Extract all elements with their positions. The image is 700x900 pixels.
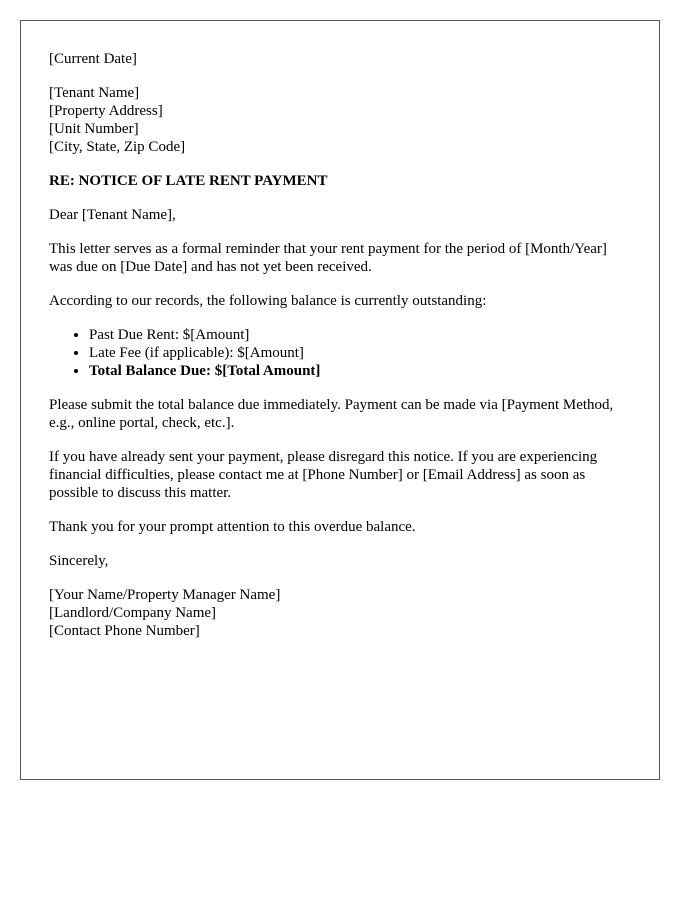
balance-item-past-due-rent: • Past Due Rent: $[Amount]: [89, 326, 631, 344]
recipient-city-state-zip: [City, State, Zip Code]: [49, 139, 186, 155]
balance-item-total: • Total Balance Due: $[Total Amount]: [89, 362, 631, 380]
signature-company: [Landlord/Company Name]: [49, 605, 217, 621]
signature-phone: [Contact Phone Number]: [49, 623, 200, 639]
balance-list: [49, 326, 631, 380]
letter-closing: Sincerely,: [49, 553, 109, 569]
letter-paragraph-thanks: Thank you for your prompt attention to this overdue balance.: [49, 519, 416, 535]
recipient-name: [Tenant Name]: [49, 85, 140, 101]
letter-paragraph-reminder: This letter serves as a formal reminder that your rent payment for the period of [Month/Year] was due on [Due Date] and has not yet been received.: [49, 241, 607, 275]
letter-document: [20, 20, 660, 780]
letter-subject: RE: NOTICE OF LATE RENT PAYMENT: [49, 173, 328, 189]
signature-name: [Your Name/Property Manager Name]: [49, 587, 281, 603]
letter-paragraph-balance-intro: According to our records, the following balance is currently outstanding:: [49, 293, 487, 309]
recipient-property-address: [Property Address]: [49, 103, 163, 119]
letter-date-block: [49, 50, 631, 68]
recipient-address-block: [49, 84, 631, 156]
signature-block: [49, 586, 631, 640]
balance-item-late-fee: • Late Fee (if applicable): $[Amount]: [89, 344, 631, 362]
letter-paragraph-disregard: If you have already sent your payment, please disregard this notice. If you are experiencing financial difficulties, please contact me at [Phone Number] or [Email Address] as soon as possible to discuss this matter.: [49, 449, 598, 501]
letter-date: [Current Date]: [49, 51, 137, 67]
recipient-unit-number: [Unit Number]: [49, 121, 139, 137]
letter-paragraph-payment: Please submit the total balance due immediately. Payment can be made via [Payment Method, e.g., online portal, check, etc.].: [49, 397, 614, 431]
letter-salutation: Dear [Tenant Name],: [49, 207, 176, 223]
